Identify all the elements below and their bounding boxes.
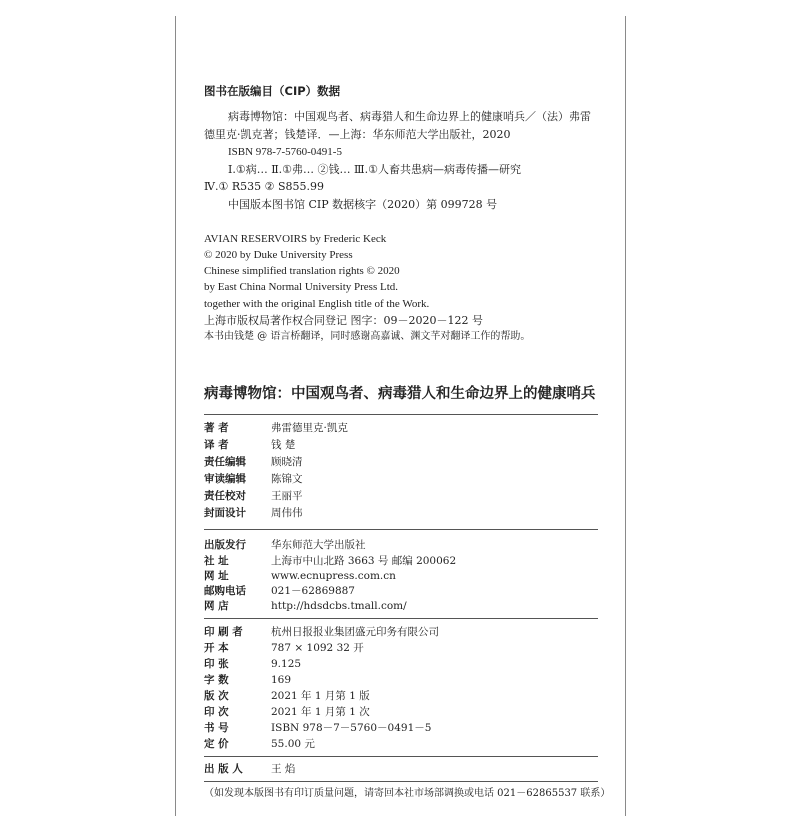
footer-divider [204,781,598,782]
credit-value-translator: 钱 楚 [271,439,296,451]
cip-line-6: 中国版本图书馆 CIP 数据核字（2020）第 099728 号 [228,198,498,211]
print-label-price: 定 价 [204,738,229,750]
pub-value-website: www.ecnupress.com.cn [271,570,396,582]
print-value-price: 55.00 元 [271,738,315,750]
print-value-isbn: ISBN 978－7－5760－0491－5 [271,722,432,734]
credit-value-editor: 顾晓清 [271,456,303,468]
print-label-words: 字 数 [204,674,229,686]
credit-value-proofreader: 王丽平 [271,490,303,502]
title-divider [204,414,598,415]
rights-line-5: together with the original English title of the Work. [204,298,430,310]
cip-isbn: ISBN 978-7-5760-0491-5 [228,146,342,158]
pub-value-publisher: 华东师范大学出版社 [271,539,366,551]
cip-line-5: Ⅳ.① R535 ② S855.99 [204,180,325,193]
print-label-format: 开 本 [204,642,229,654]
print-value-edition: 2021 年 1 月第 1 版 [271,690,370,702]
print-value-format: 787 × 1092 32 开 [271,642,364,654]
print-label-sheets: 印 张 [204,658,229,670]
pub-label-phone: 邮购电话 [204,585,246,597]
book-title: 病毒博物馆：中国观鸟者、病毒猎人和生命边界上的健康哨兵 [204,386,596,402]
printing-divider [204,756,598,757]
cip-line-4: Ⅰ.①病… Ⅱ.①弗… ②钱… Ⅲ.①人畜共患病—病毒传播—研究 [228,163,521,176]
cip-line-2: 德里克·凯克著；钱楚译．—上海：华东师范大学出版社，2020 [204,128,511,141]
copyright-page [175,16,626,816]
print-value-impression: 2021 年 1 月第 1 次 [271,706,370,718]
rights-line-2: © 2020 by Duke University Press [204,249,353,261]
pub-value-shop: http://hdsdcbs.tmall.com/ [271,600,407,612]
cip-line-1: 病毒博物馆：中国观鸟者、病毒猎人和生命边界上的健康哨兵／（法）弗雷 [228,110,591,123]
pub-label-shop: 网 店 [204,600,229,612]
publisher-person-value: 王 焰 [271,763,296,775]
credit-label-cover: 封面设计 [204,507,246,519]
credit-value-reviewer: 陈锦文 [271,473,303,485]
rights-line-6: 上海市版权局著作权合同登记 图字：09－2020－122 号 [204,314,483,327]
pub-label-address: 社 址 [204,555,229,567]
cip-heading: 图书在版编目（CIP）数据 [204,84,341,98]
rights-line-1: AVIAN RESERVOIRS by Frederic Keck [204,233,387,245]
credit-label-reviewer: 审读编辑 [204,473,246,485]
pub-label-website: 网 址 [204,570,229,582]
credits-divider [204,529,598,530]
print-value-words: 169 [271,674,292,686]
print-label-printer: 印 刷 者 [204,626,243,638]
credit-label-translator: 译 者 [204,439,229,451]
print-label-impression: 印 次 [204,706,229,718]
credit-label-editor: 责任编辑 [204,456,246,468]
pub-value-phone: 021－62869887 [271,585,355,597]
pub-label-publisher: 出版发行 [204,539,246,551]
print-label-edition: 版 次 [204,690,229,702]
print-value-printer: 杭州日报报业集团盛元印务有限公司 [271,626,439,638]
rights-line-7: 本书由钱楚 @ 语言桥翻译，同时感谢高嘉诚、渊文芊对翻译工作的帮助。 [204,331,531,342]
print-value-sheets: 9.125 [271,658,302,670]
publisher-person-label: 出 版 人 [204,763,243,775]
credit-label-proofreader: 责任校对 [204,490,246,502]
rights-line-3: Chinese simplified translation rights © 2020 [204,265,400,277]
footer-note: （如发现本版图书有印订质量问题，请寄回本社市场部调换或电话 021－62865537 联系） [204,788,611,799]
rights-line-4: by East China Normal University Press Ltd. [204,281,399,293]
print-label-isbn: 书 号 [204,722,229,734]
credit-value-cover: 周伟伟 [271,507,303,519]
pub-value-address: 上海市中山北路 3663 号 邮编 200062 [271,555,457,567]
publisher-divider [204,618,598,619]
credit-value-author: 弗雷德里克·凯克 [271,422,348,434]
credit-label-author: 著 者 [204,422,229,434]
